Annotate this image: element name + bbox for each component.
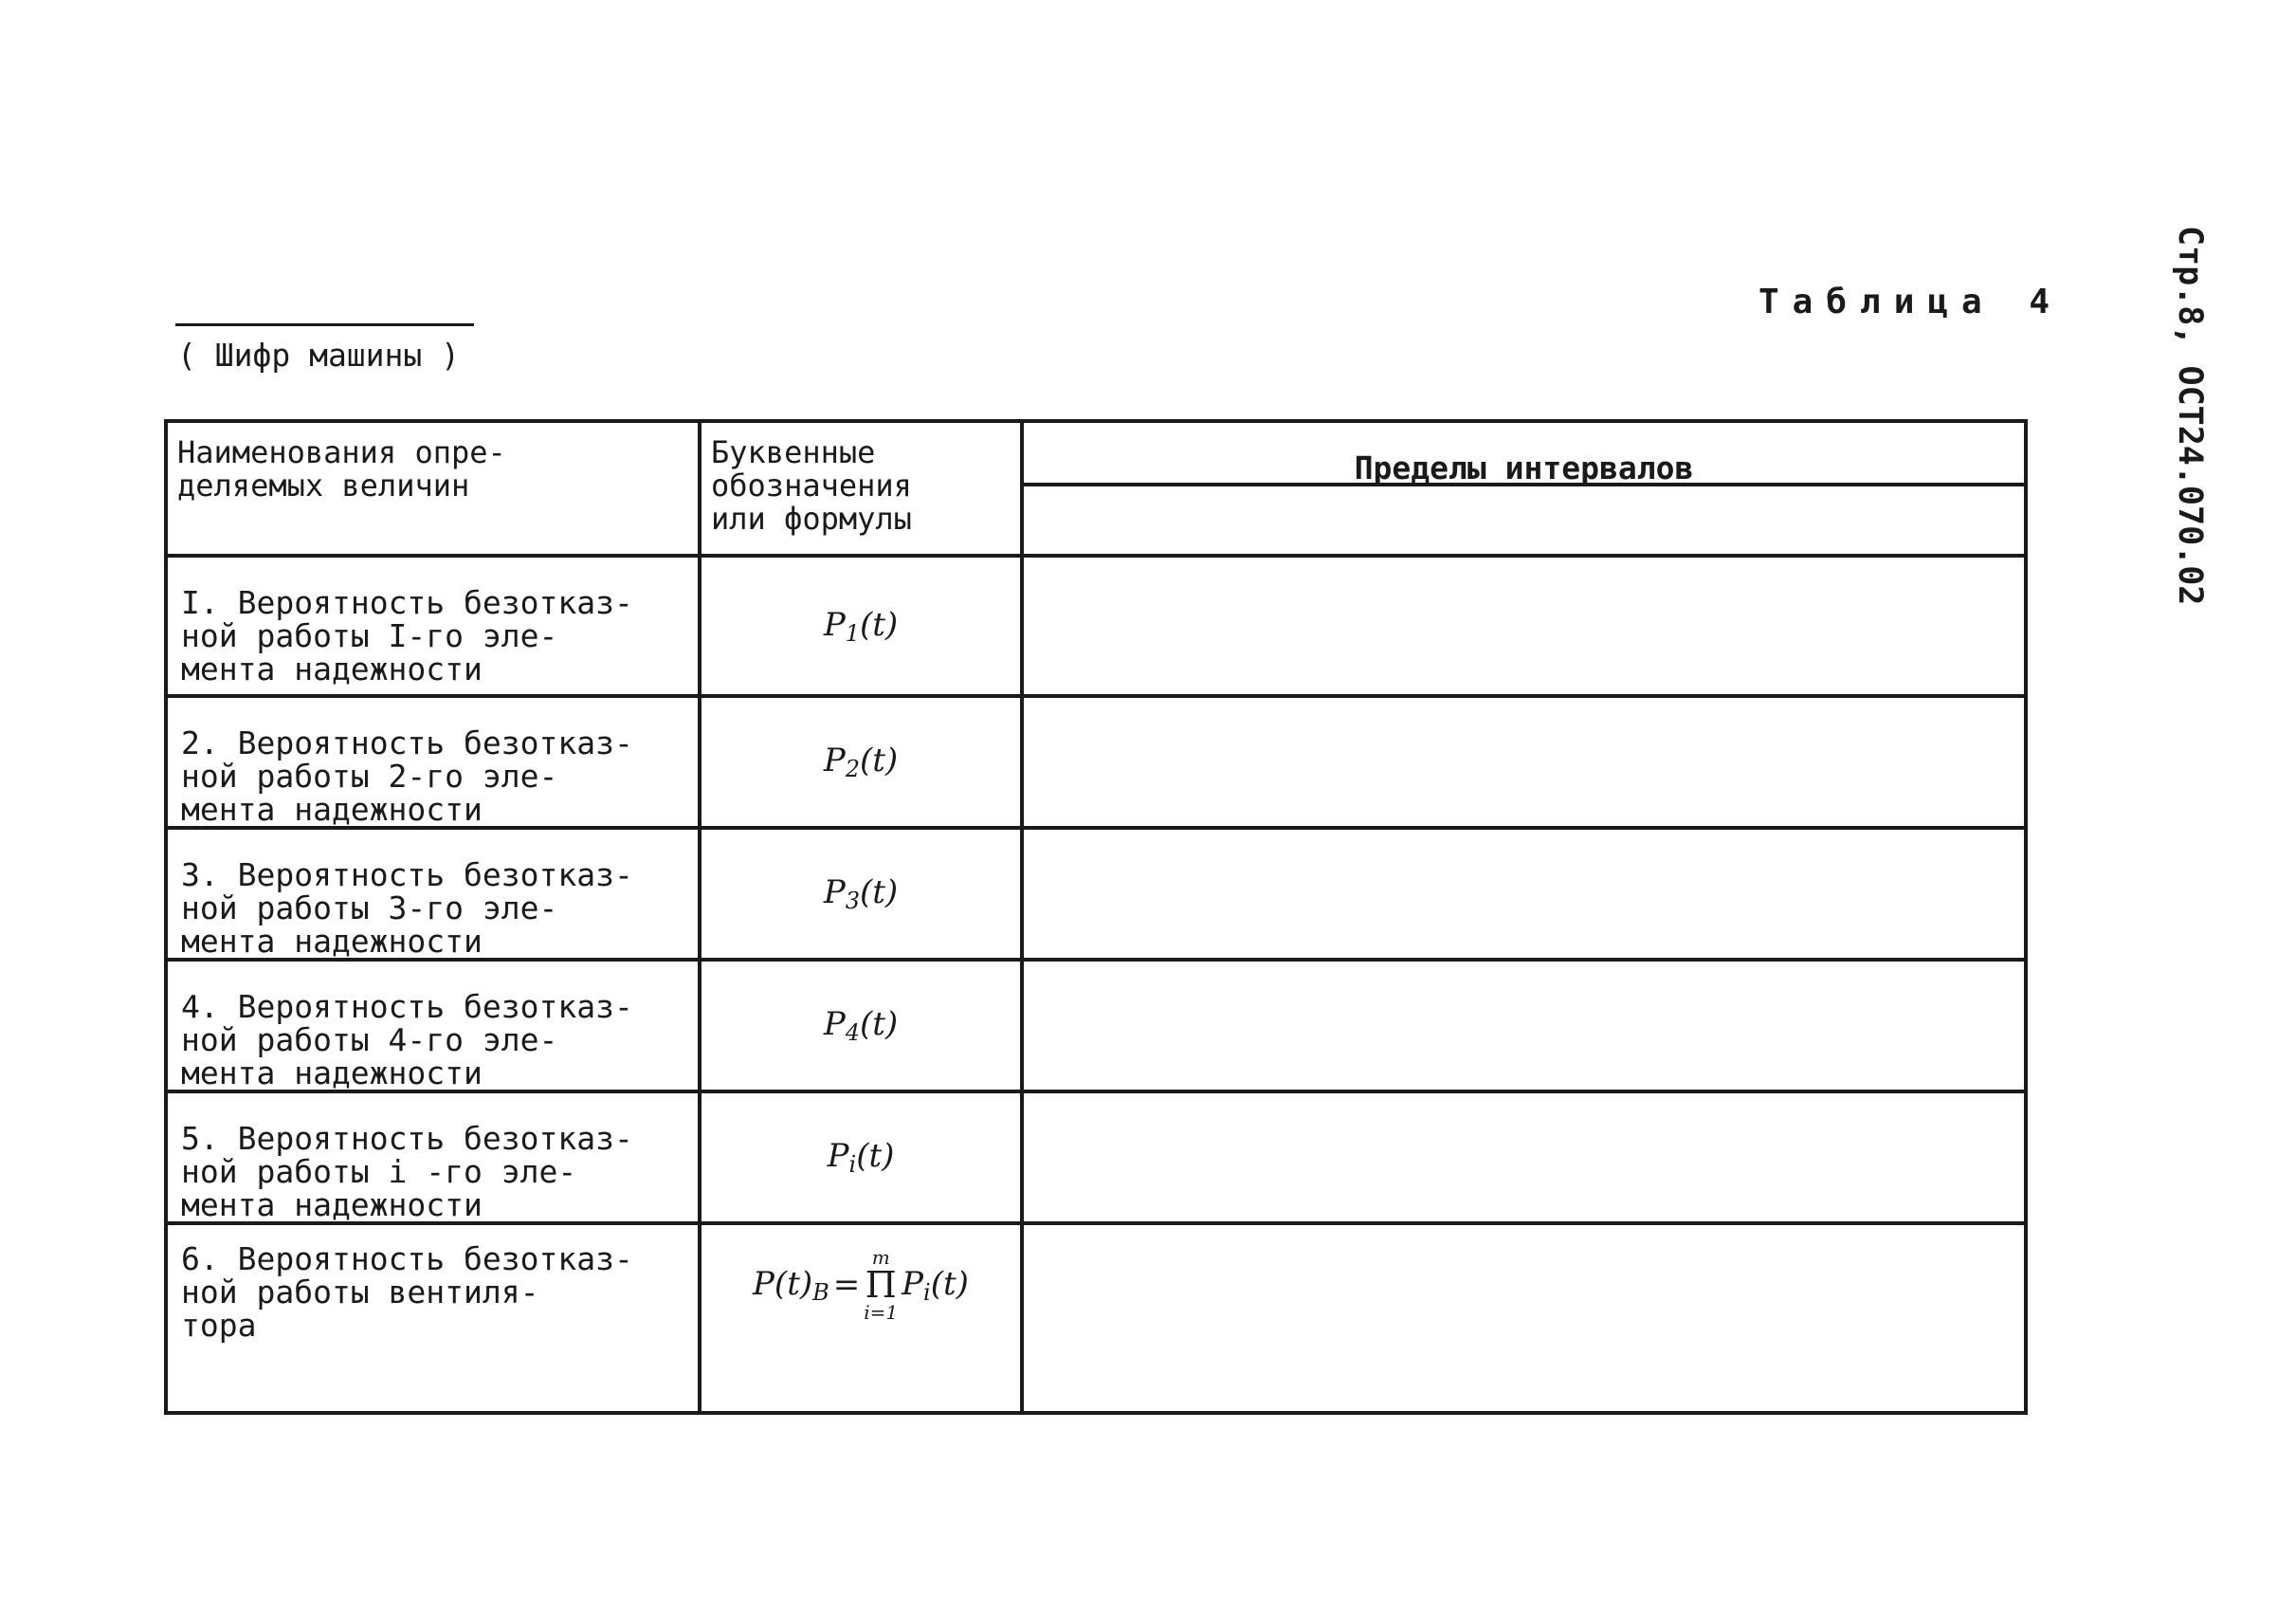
row-symbol [823, 742, 899, 782]
row-name-line [181, 586, 692, 619]
reliability-product-formula [753, 1248, 969, 1322]
row-formula-cell [700, 1223, 1022, 1413]
symbol-arg: (t) [859, 742, 899, 779]
row-symbol [823, 605, 899, 647]
row-name-line: мента надежности [181, 651, 483, 687]
symbol-sub: 1 [845, 619, 860, 647]
limits-subheader-divider [1024, 483, 2024, 486]
row-name-cell [166, 696, 700, 828]
symbol-arg: (t) [859, 605, 899, 644]
row-symbol-cell [700, 556, 1022, 696]
formula-rhs-main: P [902, 1264, 924, 1303]
symbol-main: P [823, 1005, 846, 1043]
row-limits-cell [1022, 1091, 2026, 1223]
symbol-sub: 2 [845, 756, 860, 782]
product-upper-limit: m [871, 1246, 890, 1269]
table-row [166, 1223, 2026, 1413]
symbol-sub: i [848, 1151, 857, 1178]
row-symbol-cell [700, 1091, 1022, 1223]
formula-lhs [753, 1265, 829, 1306]
row-symbol [827, 1137, 895, 1178]
row-name-line: мента надежности [181, 923, 483, 960]
row-name-line [181, 990, 692, 1023]
row-limits-cell [1022, 828, 2026, 960]
symbol-arg: (t) [856, 1137, 895, 1175]
reliability-table [164, 419, 2028, 1415]
row-name-line: ной работы 3-го эле- [181, 889, 558, 926]
machine-cipher-label: ( Шифр машины ) [177, 337, 461, 374]
row-name-line: тора [181, 1307, 257, 1344]
row-name-line [181, 1242, 692, 1275]
row-name-line: ной работы вентиля- [181, 1274, 539, 1311]
product-lower-limit: i=1 [864, 1301, 899, 1324]
row-symbol [823, 873, 899, 914]
row-name-line: ной работы I-го эле- [181, 617, 558, 654]
row-symbol-cell [700, 696, 1022, 828]
symbol-main: P [823, 873, 846, 911]
table-row [166, 960, 2026, 1091]
row-name-line: мента надежности [181, 1054, 483, 1091]
product-symbol: П [865, 1264, 897, 1306]
row-name-line [181, 1122, 692, 1155]
cipher-underline [175, 323, 474, 326]
symbol-sub: 4 [845, 1019, 860, 1046]
row-number: I. [181, 584, 219, 621]
column-header-name-line: Наименования опре- [177, 434, 506, 470]
column-header-name-line: деляемых величин [177, 467, 470, 504]
row-name-text: Вероятность безотказ- [237, 584, 633, 621]
symbol-arg: (t) [859, 873, 899, 911]
formula-lhs-sub: B [812, 1278, 829, 1306]
table-row [166, 828, 2026, 960]
row-symbol-cell [700, 960, 1022, 1091]
row-limits-cell [1022, 696, 2026, 828]
row-name-line [181, 726, 692, 760]
row-name-line: ной работы 2-го эле- [181, 758, 558, 795]
symbol-main: P [827, 1137, 849, 1175]
row-name-text: Вероятность безотказ- [237, 1240, 633, 1277]
row-name-text: Вероятность безотказ- [237, 724, 633, 761]
formula-lhs-main: P(t) [753, 1264, 813, 1303]
column-header-name [166, 421, 700, 556]
page-reference: Стр.8, ОСТ24.070.02 [2171, 226, 2209, 606]
formula-rhs-arg: (t) [930, 1264, 969, 1303]
row-number: 4. [181, 988, 219, 1025]
column-header-symbol-line: обозначения [711, 467, 912, 504]
row-name-line: мента надежности [181, 791, 483, 828]
row-number: 5. [181, 1120, 219, 1157]
limits-title: Пределы интервалов [1354, 449, 1694, 486]
row-symbol [823, 1005, 899, 1046]
formula-equals: = [832, 1266, 861, 1304]
symbol-arg: (t) [859, 1005, 899, 1043]
table-row [166, 556, 2026, 696]
row-number: 3. [181, 856, 219, 893]
row-limits-cell [1022, 556, 2026, 696]
column-header-symbol-line: или формулы [711, 501, 912, 537]
row-name-line: ной работы 4-го эле- [181, 1021, 558, 1058]
row-name-text: Вероятность безотказ- [237, 988, 633, 1025]
formula-rhs [902, 1265, 969, 1306]
row-name-line [181, 858, 692, 891]
table-caption: Таблица 4 [1758, 283, 2064, 321]
row-limits-cell [1022, 1223, 2026, 1413]
symbol-main: P [823, 605, 846, 644]
symbol-sub: 3 [845, 888, 860, 914]
row-name-cell [166, 960, 700, 1091]
symbol-main: P [823, 742, 846, 779]
row-name-text: Вероятность безотказ- [237, 1120, 633, 1157]
table-row [166, 696, 2026, 828]
column-header-limits [1022, 421, 2026, 556]
column-header-symbol [700, 421, 1022, 556]
row-name-cell [166, 556, 700, 696]
row-name-text: Вероятность безотказ- [237, 856, 633, 893]
row-number: 2. [181, 724, 219, 761]
row-symbol-cell [700, 828, 1022, 960]
formula-rhs-sub: i [923, 1278, 931, 1306]
row-limits-cell [1022, 960, 2026, 1091]
product-operator [864, 1248, 898, 1322]
table-header-row [166, 421, 2026, 556]
row-name-line: мента надежности [181, 1186, 483, 1223]
column-header-symbol-line: Буквенные [711, 434, 876, 470]
row-number: 6. [181, 1240, 219, 1277]
row-name-cell [166, 1223, 700, 1413]
table-row [166, 1091, 2026, 1223]
row-name-cell [166, 828, 700, 960]
row-name-line: ной работы i -го эле- [181, 1153, 577, 1190]
row-name-cell [166, 1091, 700, 1223]
